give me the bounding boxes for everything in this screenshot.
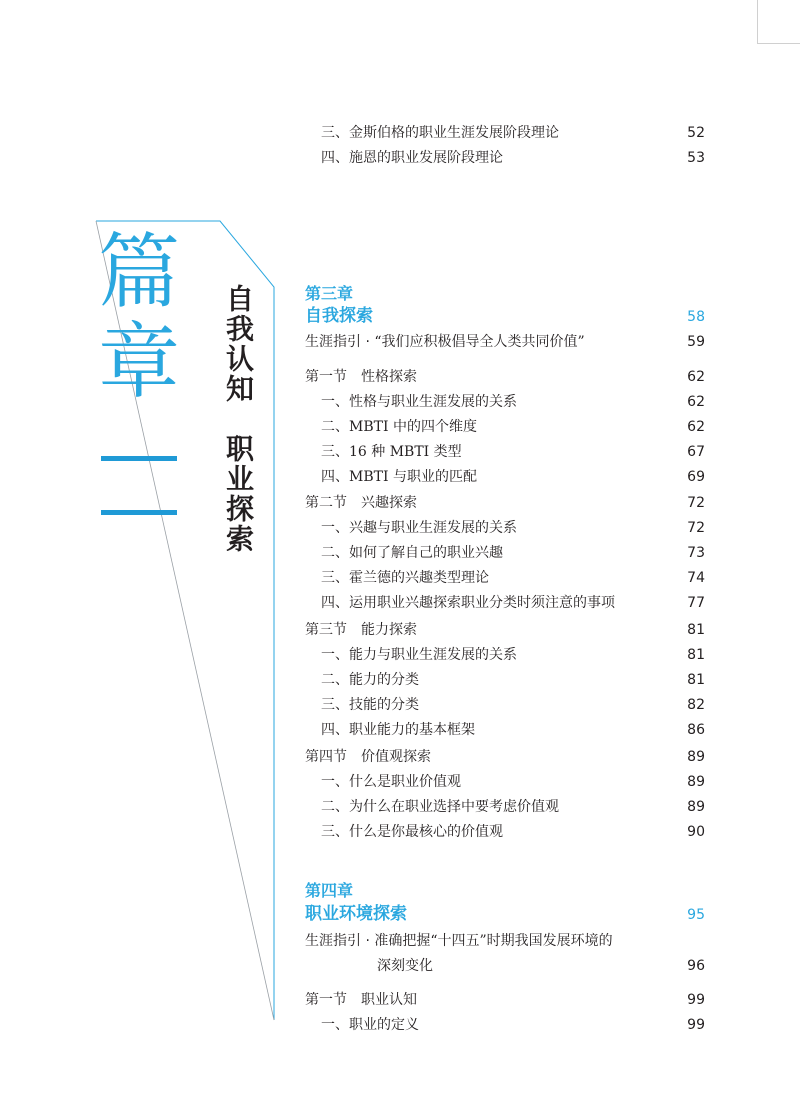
toc-page-number: 81 <box>687 622 705 638</box>
chapter-3-title-row[interactable] <box>305 305 705 327</box>
guide-prefix: 生涯指引 · <box>305 933 375 949</box>
toc-section[interactable] <box>305 745 705 769</box>
toc-item-label: 二、MBTI 中的四个维度 <box>321 419 477 435</box>
toc-section-label: 第一节 性格探索 <box>305 369 417 385</box>
toc-item-label: 四、施恩的职业发展阶段理论 <box>321 150 503 166</box>
toc-item[interactable] <box>305 390 705 414</box>
chapter-4-number: 第四章 <box>305 881 354 900</box>
toc-item[interactable] <box>305 820 705 844</box>
toc-page-number: 99 <box>687 1017 705 1033</box>
toc-page-number: 90 <box>687 824 705 840</box>
toc-page-number: 62 <box>687 369 705 385</box>
guide-text: “我们应积极倡导全人类共同价值” <box>374 334 585 350</box>
chapter-3-page: 58 <box>687 309 705 325</box>
toc-section-label: 第二节 兴趣探索 <box>305 495 417 511</box>
toc-page-number: 81 <box>687 672 705 688</box>
toc-page-number: 89 <box>687 799 705 815</box>
toc-section-label: 第三节 能力探索 <box>305 622 417 638</box>
chapter-4-page: 95 <box>687 907 705 923</box>
toc-item-label: 四、MBTI 与职业的匹配 <box>321 469 477 485</box>
career-guide-entry[interactable] <box>305 330 705 354</box>
toc-item[interactable] <box>305 643 705 667</box>
toc-item[interactable] <box>305 415 705 439</box>
toc-item-label: 二、为什么在职业选择中要考虑价值观 <box>321 799 559 815</box>
toc-item-label: 三、16 种 MBTI 类型 <box>321 444 462 460</box>
toc-item[interactable] <box>305 591 705 615</box>
toc-page-number: 52 <box>687 125 705 141</box>
chapter-3-number: 第三章 <box>305 284 354 303</box>
toc-item-label: 二、能力的分类 <box>321 672 419 688</box>
toc-page-number: 89 <box>687 749 705 765</box>
toc-page-number: 73 <box>687 545 705 561</box>
part-char-2: 章 <box>97 315 180 410</box>
guide-text-continued: 深刻变化 <box>377 958 433 974</box>
toc-page-number: 86 <box>687 722 705 738</box>
toc-item-label: 一、性格与职业生涯发展的关系 <box>321 394 517 410</box>
toc-section-label: 第一节 职业认知 <box>305 992 417 1008</box>
toc-item[interactable] <box>305 440 705 464</box>
toc-item-label: 一、什么是职业价值观 <box>321 774 461 790</box>
toc-item[interactable] <box>305 770 705 794</box>
toc-item[interactable] <box>305 146 705 170</box>
part-title: 自我认知 职业探索 <box>222 284 255 554</box>
career-guide-continuation[interactable] <box>377 954 705 978</box>
part-numeral-stroke-bottom <box>101 510 177 515</box>
toc-page-number: 96 <box>687 958 705 974</box>
toc-item-label: 一、兴趣与职业生涯发展的关系 <box>321 520 517 536</box>
career-guide-entry[interactable] <box>305 929 705 953</box>
toc-section[interactable] <box>305 988 705 1012</box>
guide-prefix: 生涯指引 · <box>305 334 375 350</box>
toc-page-number: 67 <box>687 444 705 460</box>
toc-page-number: 99 <box>687 992 705 1008</box>
toc-item[interactable] <box>305 566 705 590</box>
toc-item[interactable] <box>305 1013 705 1037</box>
toc-page-number: 53 <box>687 150 705 166</box>
toc-item[interactable] <box>305 693 705 717</box>
toc-section[interactable] <box>305 618 705 642</box>
toc-item-label: 二、如何了解自己的职业兴趣 <box>321 545 503 561</box>
toc-page-number: 62 <box>687 394 705 410</box>
toc-page-number: 74 <box>687 570 705 586</box>
part-char-1: 篇 <box>97 225 180 320</box>
toc-item-label: 一、职业的定义 <box>321 1017 419 1033</box>
toc-item[interactable] <box>305 718 705 742</box>
toc-item-label: 一、能力与职业生涯发展的关系 <box>321 647 517 663</box>
toc-section[interactable] <box>305 491 705 515</box>
toc-page-number: 62 <box>687 419 705 435</box>
chapter-3-title: 自我探索 <box>305 306 373 326</box>
toc-item[interactable] <box>305 668 705 692</box>
toc-item[interactable] <box>305 541 705 565</box>
toc-section-label: 第四节 价值观探索 <box>305 749 431 765</box>
toc-item-label: 三、金斯伯格的职业生涯发展阶段理论 <box>321 125 559 141</box>
chapter-4-title-row[interactable] <box>305 903 705 925</box>
toc-item[interactable] <box>305 465 705 489</box>
toc-item-label: 三、霍兰德的兴趣类型理论 <box>321 570 489 586</box>
toc-item-label: 三、什么是你最核心的价值观 <box>321 824 503 840</box>
toc-page-number: 81 <box>687 647 705 663</box>
toc-item-label: 四、运用职业兴趣探索职业分类时须注意的事项 <box>321 595 615 611</box>
toc-item-label: 四、职业能力的基本框架 <box>321 722 475 738</box>
toc-item[interactable] <box>305 795 705 819</box>
toc-page-number: 72 <box>687 520 705 536</box>
toc-item[interactable] <box>305 121 705 145</box>
part-numeral-stroke-top <box>101 456 177 461</box>
toc-page-number: 69 <box>687 469 705 485</box>
toc-item[interactable] <box>305 516 705 540</box>
toc-section[interactable] <box>305 365 705 389</box>
toc-item-label: 三、技能的分类 <box>321 697 419 713</box>
toc-page-number: 82 <box>687 697 705 713</box>
toc-page-number: 72 <box>687 495 705 511</box>
chapter-4-title: 职业环境探索 <box>305 904 407 924</box>
toc-page-number: 77 <box>687 595 705 611</box>
toc-page-number: 59 <box>687 334 705 350</box>
guide-text: 准确把握“十四五”时期我国发展环境的 <box>374 933 613 949</box>
toc-page-number: 89 <box>687 774 705 790</box>
